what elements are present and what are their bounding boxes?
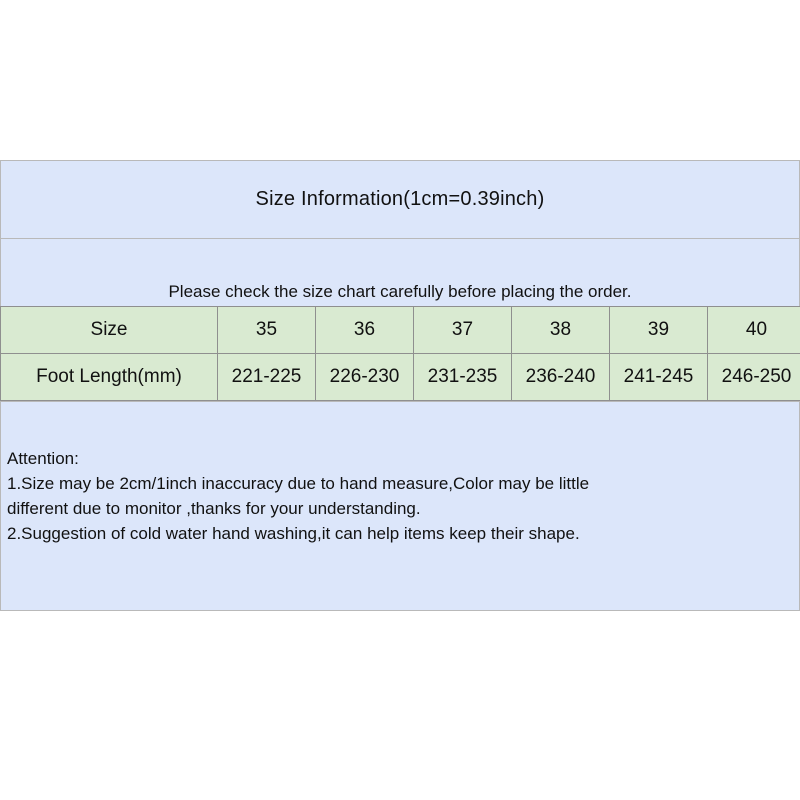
attention-note-1b: different due to monitor ,thanks for your understanding. xyxy=(7,499,421,518)
table-cell-foot-length-35: 221-225 xyxy=(218,354,316,401)
table-row-header xyxy=(1,307,800,354)
page-title: Size Information(1cm=0.39inch) xyxy=(255,188,545,210)
attention-band xyxy=(0,401,800,611)
chart-title-band xyxy=(0,160,800,238)
table-row-foot-length xyxy=(1,354,800,401)
table-cell-foot-length-37: 231-235 xyxy=(414,354,512,401)
table-header-40: 40 xyxy=(708,307,800,354)
table-cell-foot-length-39: 241-245 xyxy=(610,354,708,401)
attention-text-block xyxy=(7,446,793,546)
attention-title: Attention: xyxy=(7,449,79,468)
table-cell-foot-length-40: 246-250 xyxy=(708,354,800,401)
chart-subtitle-band xyxy=(0,238,800,306)
table-header-size: Size xyxy=(1,307,218,354)
table-header-38: 38 xyxy=(512,307,610,354)
table-header-37: 37 xyxy=(414,307,512,354)
size-table xyxy=(0,306,800,401)
table-cell-foot-length-36: 226-230 xyxy=(316,354,414,401)
size-chart xyxy=(0,160,800,660)
table-cell-foot-length-38: 236-240 xyxy=(512,354,610,401)
chart-subtitle: Please check the size chart carefully before placing the order. xyxy=(168,282,632,301)
attention-note-1a: 1.Size may be 2cm/1inch inaccuracy due to hand measure,Color may be little xyxy=(7,474,590,493)
attention-note-2: 2.Suggestion of cold water hand washing,it can help items keep their shape. xyxy=(7,524,580,543)
table-header-35: 35 xyxy=(218,307,316,354)
table-header-36: 36 xyxy=(316,307,414,354)
table-label-foot-length: Foot Length(mm) xyxy=(1,354,218,401)
table-header-39: 39 xyxy=(610,307,708,354)
